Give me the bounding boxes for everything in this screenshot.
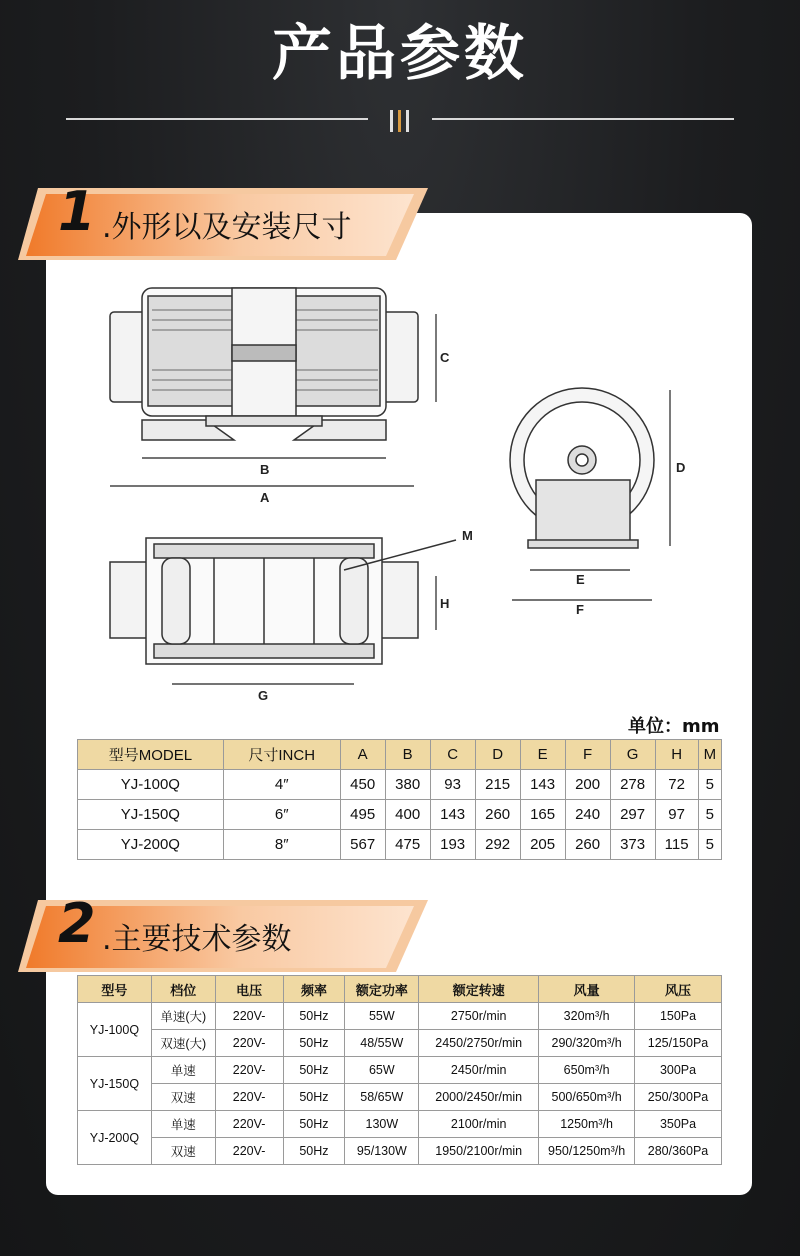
- header-cell: 档位: [151, 976, 215, 1003]
- header-cell: H: [655, 740, 698, 770]
- spec-table: [77, 975, 722, 1165]
- table-cell: 475: [385, 830, 430, 860]
- table-cell: 240: [565, 800, 610, 830]
- page-title: 产品参数: [272, 19, 528, 89]
- header-cell: M: [698, 740, 721, 770]
- table-cell: 双速: [151, 1138, 215, 1165]
- label-g: G: [258, 688, 269, 703]
- table-cell: 50Hz: [283, 1111, 345, 1138]
- table-cell: 2750r/min: [419, 1003, 539, 1030]
- title-divider-right: [432, 118, 734, 120]
- table-cell: 58/65W: [345, 1084, 419, 1111]
- table-cell: 220V-: [215, 1138, 283, 1165]
- dimension-drawing: [96, 270, 736, 710]
- table-row: [78, 1111, 722, 1138]
- section-banner-1: [18, 180, 428, 254]
- table-cell: 双速(大): [151, 1030, 215, 1057]
- header-cell: 风量: [539, 976, 635, 1003]
- table-cell: 125/150Pa: [635, 1030, 722, 1057]
- model-cell: YJ-200Q: [78, 1111, 152, 1165]
- header-cell: 型号MODEL: [78, 740, 224, 770]
- table-cell: 93: [430, 770, 475, 800]
- table-cell: YJ-200Q: [78, 830, 224, 860]
- table-cell: 50Hz: [283, 1030, 345, 1057]
- table-cell: 350Pa: [635, 1111, 722, 1138]
- table-cell: 567: [340, 830, 385, 860]
- table-cell: 220V-: [215, 1084, 283, 1111]
- table-cell: 50Hz: [283, 1138, 345, 1165]
- table-cell: 2100r/min: [419, 1111, 539, 1138]
- table-cell: 50Hz: [283, 1084, 345, 1111]
- table-cell: 250/300Pa: [635, 1084, 722, 1111]
- header-cell: 尺寸INCH: [223, 740, 340, 770]
- table-cell: 400: [385, 800, 430, 830]
- header-cell: 电压: [215, 976, 283, 1003]
- table-row: [78, 1138, 722, 1165]
- table-cell: 290/320m³/h: [539, 1030, 635, 1057]
- header-cell: A: [340, 740, 385, 770]
- table-row: [78, 1030, 722, 1057]
- label-m: M: [462, 528, 473, 543]
- table-cell: 300Pa: [635, 1057, 722, 1084]
- table-cell: 220V-: [215, 1111, 283, 1138]
- dimension-table: [77, 739, 722, 860]
- table-cell: 193: [430, 830, 475, 860]
- table-cell: 292: [475, 830, 520, 860]
- table-cell: 165: [520, 800, 565, 830]
- section-banner-2: [18, 892, 428, 966]
- label-h: H: [440, 596, 450, 611]
- table-cell: 220V-: [215, 1003, 283, 1030]
- table-cell: YJ-100Q: [78, 770, 224, 800]
- table-cell: 500/650m³/h: [539, 1084, 635, 1111]
- table-cell: 97: [655, 800, 698, 830]
- table-cell: 260: [475, 800, 520, 830]
- table-cell: 2450/2750r/min: [419, 1030, 539, 1057]
- table-cell: 650m³/h: [539, 1057, 635, 1084]
- table-row: [78, 770, 722, 800]
- table-row: [78, 1084, 722, 1111]
- header-cell: E: [520, 740, 565, 770]
- label-e: E: [576, 572, 585, 587]
- label-c: C: [440, 350, 450, 365]
- table-cell: 1950/2100r/min: [419, 1138, 539, 1165]
- table-cell: 2450r/min: [419, 1057, 539, 1084]
- fan-side-view: [110, 288, 418, 440]
- table-cell: 450: [340, 770, 385, 800]
- table-cell: 单速(大): [151, 1003, 215, 1030]
- fan-front-view: [510, 388, 654, 548]
- header-cell: C: [430, 740, 475, 770]
- table-cell: 280/360Pa: [635, 1138, 722, 1165]
- label-f: F: [576, 602, 584, 617]
- divider-ornament-icon: [384, 106, 416, 138]
- section-title: .外形以及安装尺寸: [102, 210, 352, 245]
- table-row: [78, 800, 722, 830]
- table-cell: 单速: [151, 1057, 215, 1084]
- table-cell: 双速: [151, 1084, 215, 1111]
- header-cell: 风压: [635, 976, 722, 1003]
- header-cell: 频率: [283, 976, 345, 1003]
- table-cell: 950/1250m³/h: [539, 1138, 635, 1165]
- table-cell: 6″: [223, 800, 340, 830]
- label-a: A: [260, 490, 270, 505]
- table-cell: 55W: [345, 1003, 419, 1030]
- table-cell: 5: [698, 800, 721, 830]
- table-cell: YJ-150Q: [78, 800, 224, 830]
- table-cell: 130W: [345, 1111, 419, 1138]
- table-cell: 320m³/h: [539, 1003, 635, 1030]
- title-divider-left: [66, 118, 368, 120]
- header-cell: G: [610, 740, 655, 770]
- table-cell: 205: [520, 830, 565, 860]
- table-header-row: [78, 740, 722, 770]
- table-cell: 380: [385, 770, 430, 800]
- table-row: [78, 1003, 722, 1030]
- table-cell: 495: [340, 800, 385, 830]
- label-d: D: [676, 460, 686, 475]
- table-cell: 1250m³/h: [539, 1111, 635, 1138]
- table-cell: 278: [610, 770, 655, 800]
- table-cell: 2000/2450r/min: [419, 1084, 539, 1111]
- table-cell: 220V-: [215, 1057, 283, 1084]
- model-cell: YJ-150Q: [78, 1057, 152, 1111]
- table-cell: 8″: [223, 830, 340, 860]
- table-cell: 260: [565, 830, 610, 860]
- section-number: 1: [58, 180, 96, 243]
- table-cell: 5: [698, 770, 721, 800]
- section-title: .主要技术参数: [102, 922, 292, 957]
- table-cell: 115: [655, 830, 698, 860]
- table-cell: 单速: [151, 1111, 215, 1138]
- table-cell: 50Hz: [283, 1003, 345, 1030]
- header-cell: D: [475, 740, 520, 770]
- table-row: [78, 830, 722, 860]
- table-cell: 143: [430, 800, 475, 830]
- table-cell: 373: [610, 830, 655, 860]
- label-b: B: [260, 462, 270, 477]
- header-cell: F: [565, 740, 610, 770]
- table-cell: 5: [698, 830, 721, 860]
- table-cell: 297: [610, 800, 655, 830]
- header-cell: B: [385, 740, 430, 770]
- table-cell: 200: [565, 770, 610, 800]
- section-number: 2: [58, 892, 96, 955]
- model-cell: YJ-100Q: [78, 1003, 152, 1057]
- table-cell: 4″: [223, 770, 340, 800]
- unit-label: 单位：mm: [628, 716, 720, 737]
- fan-top-view: [110, 538, 456, 664]
- header-cell: 型号: [78, 976, 152, 1003]
- table-cell: 48/55W: [345, 1030, 419, 1057]
- table-cell: 143: [520, 770, 565, 800]
- table-cell: 150Pa: [635, 1003, 722, 1030]
- header-cell: 额定转速: [419, 976, 539, 1003]
- table-cell: 220V-: [215, 1030, 283, 1057]
- table-cell: 50Hz: [283, 1057, 345, 1084]
- table-cell: 95/130W: [345, 1138, 419, 1165]
- table-header-row: [78, 976, 722, 1003]
- header-cell: 额定功率: [345, 976, 419, 1003]
- table-cell: 215: [475, 770, 520, 800]
- table-row: [78, 1057, 722, 1084]
- table-cell: 65W: [345, 1057, 419, 1084]
- table-cell: 72: [655, 770, 698, 800]
